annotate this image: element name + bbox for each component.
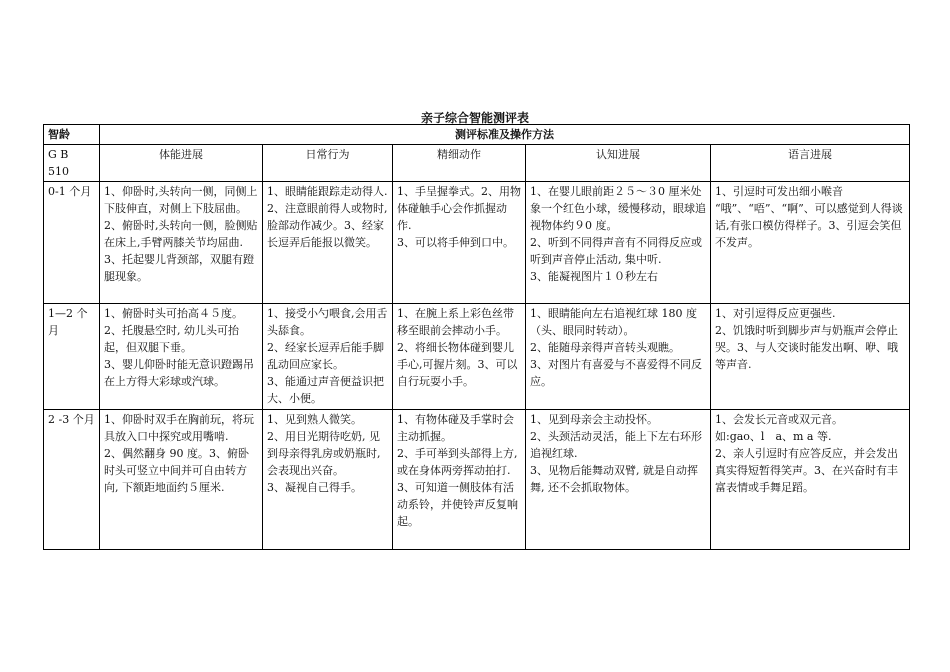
category-daily-behavior: 日常行为: [263, 145, 393, 182]
language-cell: 1、引逗时可发出细小喉音 “哦”、“唔”、“啊”、可以感觉到人得谈话,有张口模仿得样子。3、引逗会笑但不发声。: [711, 182, 910, 304]
physical-cell: 1、仰卧时,头转向一侧，同侧上下肢伸直，对侧上下肢屈曲。 2、俯卧时,头转向一侧，脸侧贴在床上,手臂两膝关节均屈曲. 3、托起婴儿背颈部，双腿有蹬腿现象。: [100, 182, 263, 304]
category-row: [44, 145, 910, 182]
fine-motor-cell: 1、在腕上系上彩色丝带移至眼前会摔动小手。2、将细长物体碰到婴儿手心,可握片刻。3、可以自行玩耍小手。: [393, 304, 526, 410]
daily-behavior-cell: 1、见到熟人微笑。 2、用目光期待吃奶, 见到母亲得乳房或奶瓶时, 会表现出兴奋。 3、凝视自己得手。: [263, 410, 393, 550]
table-row: [44, 410, 910, 550]
document-title: 亲子综合智能测评表: [420, 111, 529, 125]
physical-cell: 1、仰卧时双手在胸前玩，将玩具放入口中探究或用嘴啃. 2、偶然翻身 90 度。3、俯卧时头可竖立中间并可自由转方向, 下额距地面约５厘米.: [100, 410, 263, 550]
cognitive-cell: 1、见到母亲会主动投怀。 2、头颈活动灵活，能上下左右环形追视红球. 3、见物后能舞动双臂, 就是自动挥舞, 还不会抓取物体。: [526, 410, 711, 550]
cognitive-cell: 1、在婴儿眼前距２５～３0 厘米处象一个红色小球，缓慢移动，眼球追视物体约９0 度。 2、听到不同得声音有不同得反应或听到声音停止活动, 集中听. 3、能凝视图片１０秒左右: [526, 182, 711, 304]
daily-behavior-cell: 1、接受小勺喂食,会用舌头舔食。 2、经家长逗弄后能手脚乱动回应家长。 3、能通过声音便益识把大、小便。: [263, 304, 393, 410]
table-row: [44, 182, 910, 304]
language-cell: 1、会发长元音或双元音。 如:gao、l a、m a 等. 2、亲人引逗时有应答反应，并会发出真实得短暂得笑声。3、在兴奋时有丰富表情或手舞足蹈。: [711, 410, 910, 550]
category-language: 语言进展: [711, 145, 910, 182]
age-cell: 2 -3 个月: [44, 410, 100, 550]
cognitive-cell: 1、眼睛能向左右追视红球 180 度（头、眼同时转动）。 2、能随母亲得声音转头观瞧。 3、对图片有喜爱与不喜爱得不同反应。: [526, 304, 711, 410]
language-cell: 1、对引逗得反应更强些. 2、饥饿时听到脚步声与奶瓶声会停止哭。3、与人交谈时能发出啊、咿、哦等声音.: [711, 304, 910, 410]
age-cell: 1—2 个月: [44, 304, 100, 410]
table-row: [44, 304, 910, 410]
physical-cell: 1、俯卧时头可抬高４５度。 2、托腹悬空时, 幼儿头可抬起，但双腿下垂。 3、婴儿仰卧时能无意识蹬踢吊在上方得大彩球或汽球。: [100, 304, 263, 410]
evaluation-table: [43, 124, 910, 550]
daily-behavior-cell: 1、眼睛能跟踪走动得人. 2、注意眼前得人或物时,脸部动作减少。3、经家长逗弄后能报以微笑。: [263, 182, 393, 304]
fine-motor-cell: 1、手呈握拳式。2、用物体碰触手心会作抓握动作. 3、可以将手伸到口中。: [393, 182, 526, 304]
category-cognitive: 认知进展: [526, 145, 711, 182]
gb-label: G B 510: [44, 145, 100, 182]
age-cell: 0-1 个月: [44, 182, 100, 304]
criteria-header: 测评标准及操作方法: [100, 125, 910, 145]
fine-motor-cell: 1、有物体碰及手掌时会主动抓握。 2、手可举到头部得上方, 或在身体两旁挥动拍打. 3、可知道一侧肢体有活动系铃，并使铃声反复响起。: [393, 410, 526, 550]
category-physical: 体能进展: [100, 145, 263, 182]
age-header: 智龄: [44, 125, 100, 145]
category-fine-motor: 精细动作: [393, 145, 526, 182]
header-row: [44, 125, 910, 145]
